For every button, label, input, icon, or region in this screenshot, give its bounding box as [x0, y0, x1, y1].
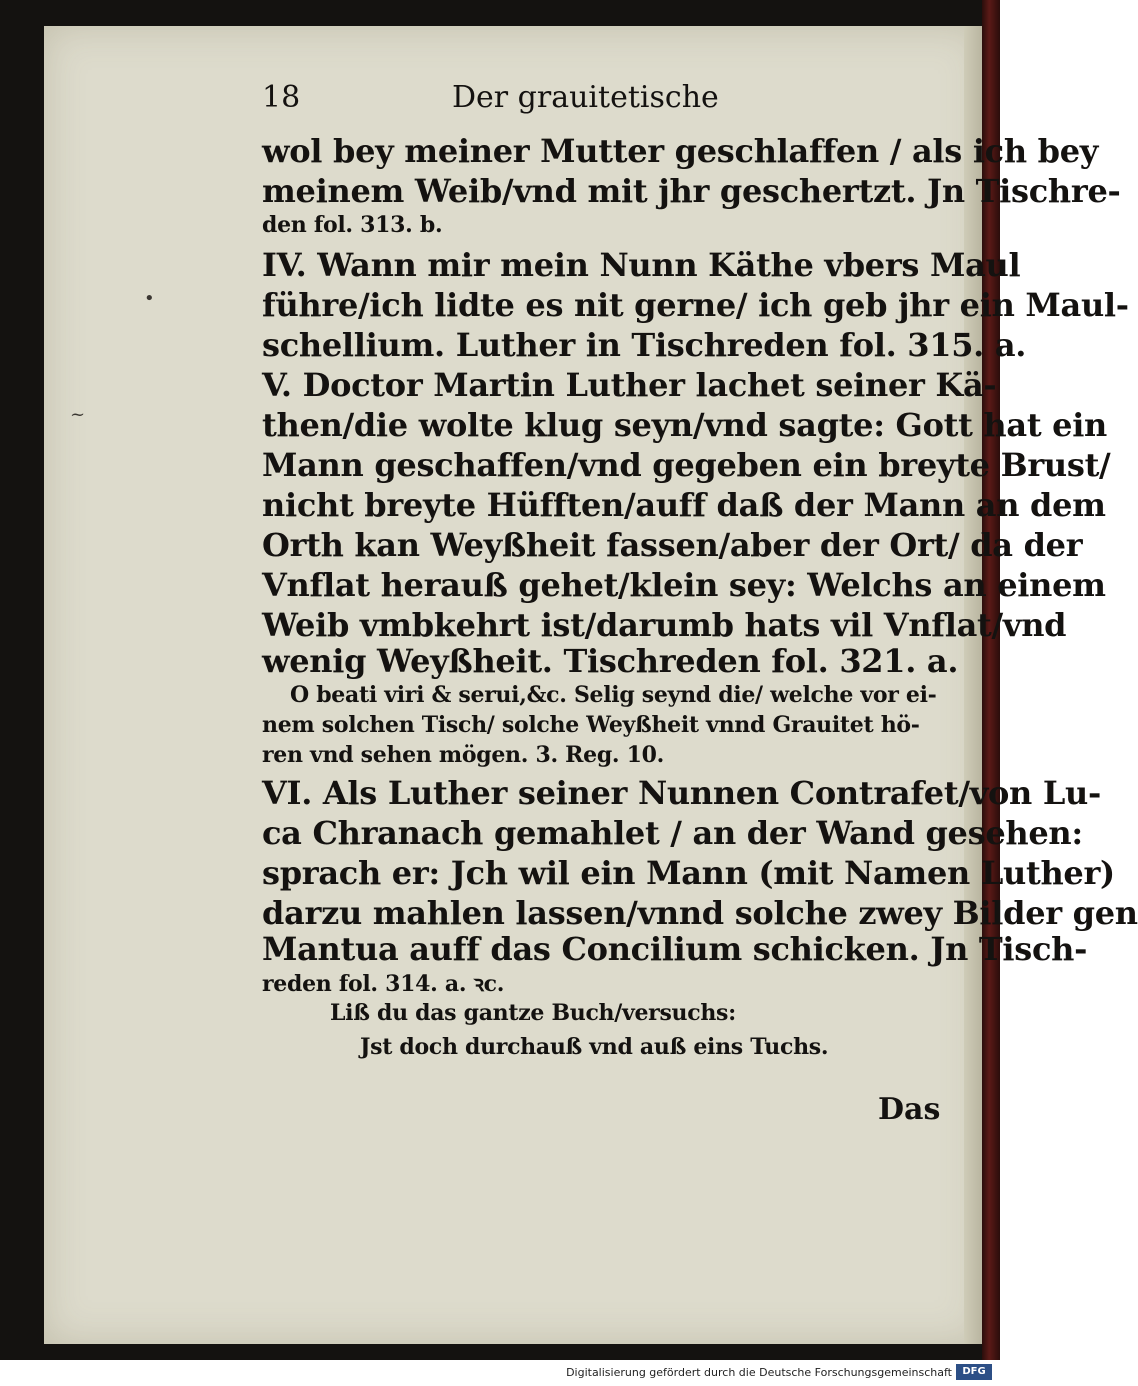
text-line-3: den fol. 313. b. [262, 212, 443, 238]
text-line-15: O beati viri & serui,&c. Selig seynd die/ welche vor ei- [290, 682, 937, 708]
text-line-16: nem solchen Tisch/ solche Weyßheit vnnd Grauitet hö- [262, 712, 920, 738]
footer-bar [0, 1360, 1000, 1386]
text-line-7: V. Doctor Martin Luther lachet seiner Kä- [262, 366, 997, 404]
text-line-12: Vnflat herauß gehet/klein sey: Welchs an einem [262, 566, 1106, 604]
text-line-17: ren vnd sehen mögen. 3. Reg. 10. [262, 742, 665, 768]
margin-mark: • [144, 288, 155, 309]
dfg-logo: DFG [956, 1364, 992, 1380]
text-line-8: then/die wolte klug seyn/vnd sagte: Gott hat ein [262, 406, 1108, 444]
running-head: Der grauitetische [452, 80, 719, 115]
text-line-10: nicht breyte Hüfften/auff daß der Mann an dem [262, 486, 1106, 524]
text-line-22: Mantua auff das Concilium schicken. Jn Tisch- [262, 930, 1088, 968]
catchword: Das [878, 1092, 941, 1127]
margin-mark: ~ [70, 404, 86, 425]
text-line-1: wol bey meiner Mutter geschlaffen / als ich bey [262, 132, 1099, 170]
text-line-9: Mann geschaffen/vnd gegeben ein breyte Brust/ [262, 446, 1111, 484]
page-number: 18 [262, 80, 301, 115]
verse-line-2: Jst doch durchauß vnd auß eins Tuchs. [360, 1034, 829, 1060]
funding-credit: Digitalisierung gefördert durch die Deutsche Forschungsgemeinschaft [566, 1366, 952, 1379]
text-line-4: IV. Wann mir mein Nunn Käthe vbers Maul [262, 246, 1021, 284]
text-line-20: sprach er: Jch wil ein Mann (mit Namen Luther) [262, 854, 1115, 892]
text-line-11: Orth kan Weyßheit fassen/aber der Ort/ da der [262, 526, 1083, 564]
text-line-13: Weib vmbkehrt ist/darumb hats vil Vnflat/vnd [262, 606, 1067, 644]
text-line-23: reden fol. 314. a. ꝛc. [262, 971, 505, 997]
text-line-21: darzu mahlen lassen/vnnd solche zwey Bilder gen [262, 894, 1138, 932]
text-line-14: wenig Weyßheit. Tischreden fol. 321. a. [262, 642, 959, 680]
verse-line-1: Liß du das gantze Buch/versuchs: [330, 1000, 736, 1026]
text-line-19: ca Chranach gemahlet / an der Wand gesehen: [262, 814, 1083, 852]
text-line-18: VI. Als Luther seiner Nunnen Contrafet/von Lu- [262, 774, 1101, 812]
text-line-6: schellium. Luther in Tischreden fol. 315. a. [262, 326, 1027, 364]
text-line-2: meinem Weib/vnd mit jhr geschertzt. Jn Tischre- [262, 172, 1121, 210]
text-line-5: führe/ich lidte es nit gerne/ ich geb jhr ein Maul- [262, 286, 1129, 324]
page-edge-shadow [964, 26, 982, 1344]
